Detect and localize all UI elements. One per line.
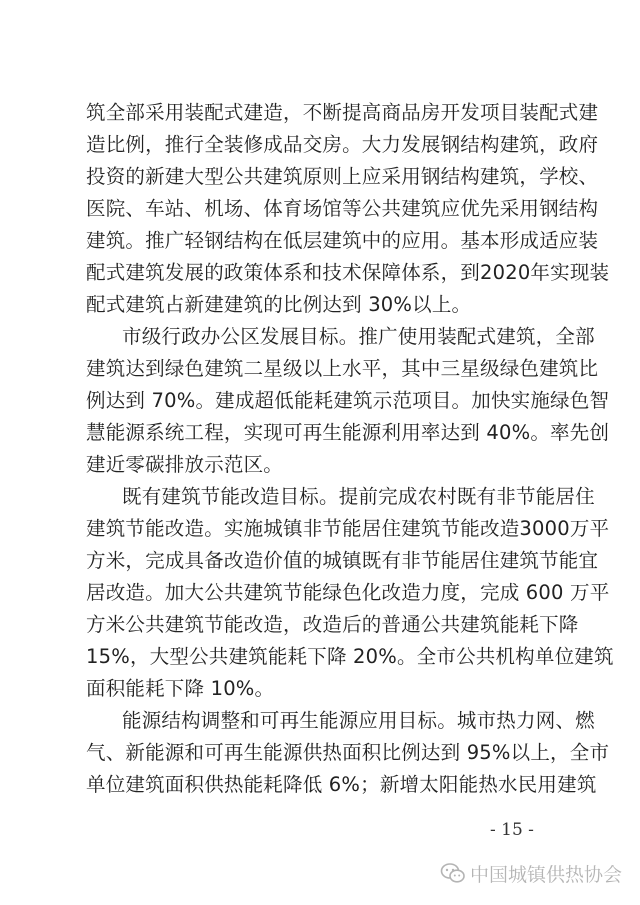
- text-line: 居改造。加大公共建筑节能绿色化改造力度，完成 600 万平: [86, 581, 610, 604]
- text-line: 方米，完成具备改造价值的城镇既有非节能居住建筑节能宜: [86, 549, 599, 572]
- text-line: 市级行政办公区发展目标。推广使用装配式建筑，全部: [122, 325, 595, 348]
- text-line: 建筑达到绿色建筑二星级以上水平，其中三星级绿色建筑比: [86, 357, 599, 380]
- text-line: 建近零碳排放示范区。: [86, 453, 284, 476]
- wechat-icon: [440, 862, 466, 884]
- watermark: [440, 860, 622, 886]
- text-line: 单位建筑面积供热能耗降低 6%；新增太阳能热水民用建筑: [86, 773, 597, 796]
- text-line: 慧能源系统工程，实现可再生能源利用率达到 40%。率先创: [86, 421, 610, 444]
- text-line: 方米公共建筑节能改造，改造后的普通公共建筑能耗下降: [86, 613, 579, 636]
- text-line: 造比例，推行全装修成品交房。大力发展钢结构建筑，政府: [86, 133, 599, 156]
- text-line: 配式建筑发展的政策体系和技术保障体系，到2020年实现装: [86, 261, 610, 284]
- text-line: 投资的新建大型公共建筑原则上应采用钢结构建筑，学校、: [86, 165, 599, 188]
- text-line: 既有建筑节能改造目标。提前完成农村既有非节能居住: [122, 485, 595, 508]
- text-line: 能源结构调整和可再生能源应用目标。城市热力网、燃: [122, 709, 595, 732]
- page-number: - 15 -: [490, 820, 534, 840]
- text-line: 面积能耗下降 10%。: [86, 677, 275, 700]
- text-line: 医院、车站、机场、体育场馆等公共建筑应优先采用钢结构: [86, 197, 599, 220]
- text-line: 15%，大型公共建筑能耗下降 20%。全市公共机构单位建筑: [86, 645, 614, 668]
- watermark-text: 中国城镇供热协会: [470, 863, 623, 886]
- text-line: 例达到 70%。建成超低能耗建筑示范项目。加快实施绿色智: [86, 389, 610, 412]
- text-line: 气、新能源和可再生能源供热面积比例达到 95%以上，全市: [86, 741, 610, 764]
- text-line: 建筑。推广轻钢结构在低层建筑中的应用。基本形成适应装: [86, 229, 599, 252]
- text-line: 配式建筑占新建建筑的比例达到 30%以上。: [86, 293, 472, 316]
- text-line: 建筑节能改造。实施城镇非节能居住建筑节能改造3000万平: [86, 517, 610, 540]
- text-line: 筑全部采用装配式建造，不断提高商品房开发项目装配式建: [86, 101, 599, 124]
